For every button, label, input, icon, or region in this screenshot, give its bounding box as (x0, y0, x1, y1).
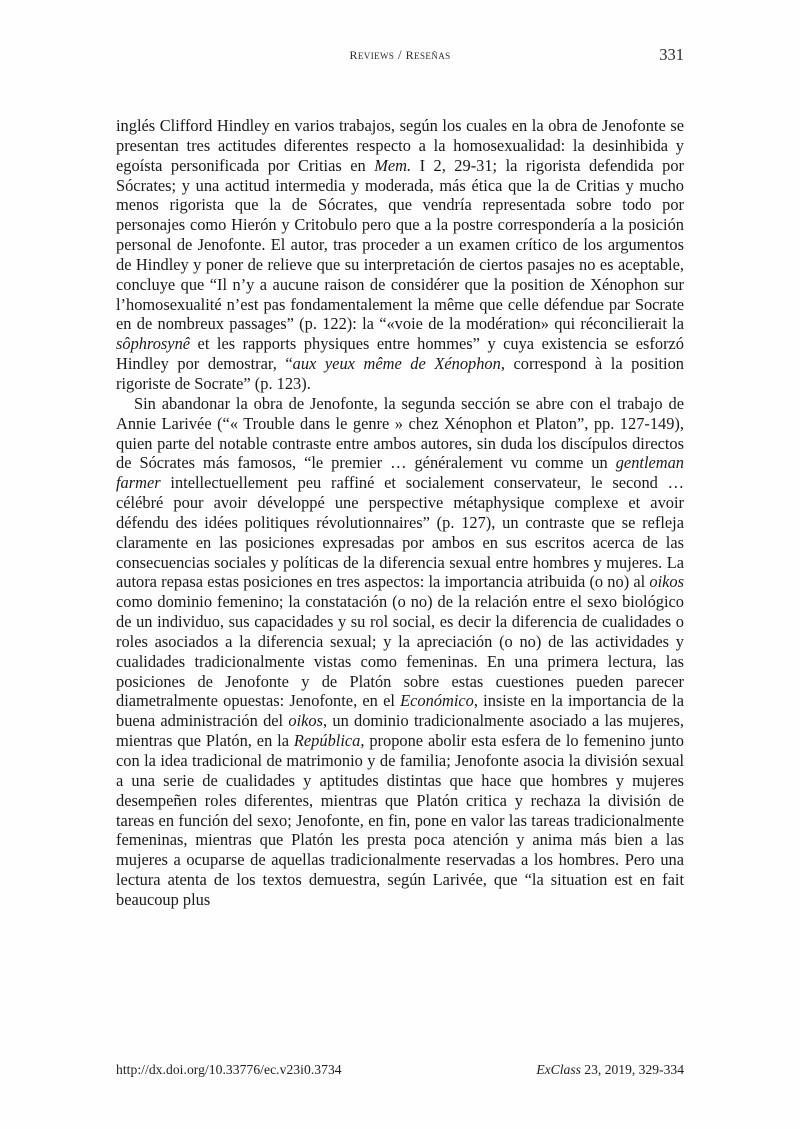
running-head-title: reviews / reseñas (349, 44, 451, 63)
text-run: , insiste en la importancia de la buena administración del (116, 691, 685, 731)
page-footer (116, 1062, 684, 1078)
text-run: como dominio femenino; la constatación (o no) de la relación entre el sexo biológico de un individuo, sus capacidades y su rol social, es decir la diferencia de cualidades o roles asociados a la diferencia sexual; y la apreciación (o no) de las actividades y cualidades tradicionalmente vistas como femeninas. En una primera lectura, las posiciones de Jenofonte y de Platón sobre estas cuestiones pueden parecer diametralmente opuestas: Jenofonte, en el (116, 592, 684, 711)
running-head (116, 44, 684, 66)
journal-title: ExClass (536, 1062, 581, 1077)
italic-run: República (293, 731, 361, 751)
text-run: inglés Clifford Hindley en varios trabajos, según los cuales en la obra de Jenofonte se presentan tres actitudes diferentes respecto a la homosexualidad: la desinhibida y egoísta personificada por Critias en (116, 116, 684, 175)
italic-run: oikos (649, 572, 684, 592)
text-run: Sin abandonar la obra de Jenofonte, la segunda sección se abre con el trabajo de Annie Larivée (“« Trouble dans le genre » chez Xénophon et Platon”, pp. 127-149), quien parte del notable contraste entre ambos autores, sin duda los discípulos directos de Sócrates más famosos, “le premier … généralement vu comme un (116, 393, 684, 473)
italic-run: gentleman farmer (116, 453, 684, 493)
text-run: , propone abolir esta esfera de lo femenino junto con la idea tradicional de matrimonio y de familia; Jenofonte asocia la división sexual a una serie de cualidades y aptitudes distintas que hace que hombres y mujeres desempeñen roles diferentes, mientras que Platón critica y rechaza la división de tareas en función del sexo; Jenofonte, en fin, pone en valor las tareas tradicionalmente femeninas, mientras que Platón les presta poca atención y anima más bien a las mujeres a ocuparse de aquellas tradicionalmente reservadas a los hombres. Pero una lectura atenta de los textos demuestra, según Larivée, que “la situation est en fait beaucoup plus (116, 731, 684, 909)
text-run: I 2, 29-31; la rigorista defendida por Sócrates; y una actitud intermedia y moderada, más ética que la de Critias y mucho menos rigorista que la de Sócrates, que vendría representada sobre todo por personajes como Hierón y Critobulo pero que a la postre correspondería a la posición personal de Jenofonte. El autor, tras proceder a un examen crítico de los argumentos de Hindley y poner de relieve que su interpretación de ciertos pasajes no es aceptable, concluye que “Il n’y a aucune raison de considérer que la position de Xénophon sur l’homosexualité n’est pas fondamentalement la même que celle défendue par Socrate en de nombreux passages” (p. 122): la “«voie de la modération» qui réconcilierait la (116, 155, 684, 334)
text-run: , un dominio tradicionalmente asociado a las mujeres, mientras que Platón, en la (116, 711, 684, 751)
text-run: intellectuellement peu raffiné et socialement conservateur, le second … célébré pour avoir développé une perspective métaphysique complexe et avoir défendu des idées politiques révolutionnaires” (p. 127), un contraste que se refleja claramente en las posiciones expresadas por ambos en sus escritos acerca de las consecuencias sociales y políticas de la diferencia sexual entre hombres y mujeres. La autora repasa estas posiciones en tres aspectos: la importancia atribuida (o no) al (116, 473, 684, 592)
italic-run: sôphrosynê (116, 334, 191, 354)
journal-issue: 23, 2019, 329-334 (580, 1062, 684, 1077)
paragraph (116, 116, 684, 394)
page-number: 331 (659, 45, 684, 64)
journal-citation (536, 1062, 684, 1078)
text-run: , correspond à la position rigoriste de Socrate” (p. 123). (116, 354, 684, 393)
paragraph (116, 394, 684, 910)
body-text (116, 116, 684, 910)
italic-run: oikos (288, 711, 323, 731)
italic-run: Mem. (374, 155, 412, 175)
italic-run: Económico (400, 691, 474, 711)
doi-link[interactable]: http://dx.doi.org/10.33776/ec.v23i0.3734 (116, 1062, 342, 1077)
italic-run: aux yeux même de Xénophon (292, 354, 501, 374)
text-run: et les rapports physiques entre hommes” y cuya existencia se esforzó Hindley por demostrar, “ (116, 334, 684, 374)
